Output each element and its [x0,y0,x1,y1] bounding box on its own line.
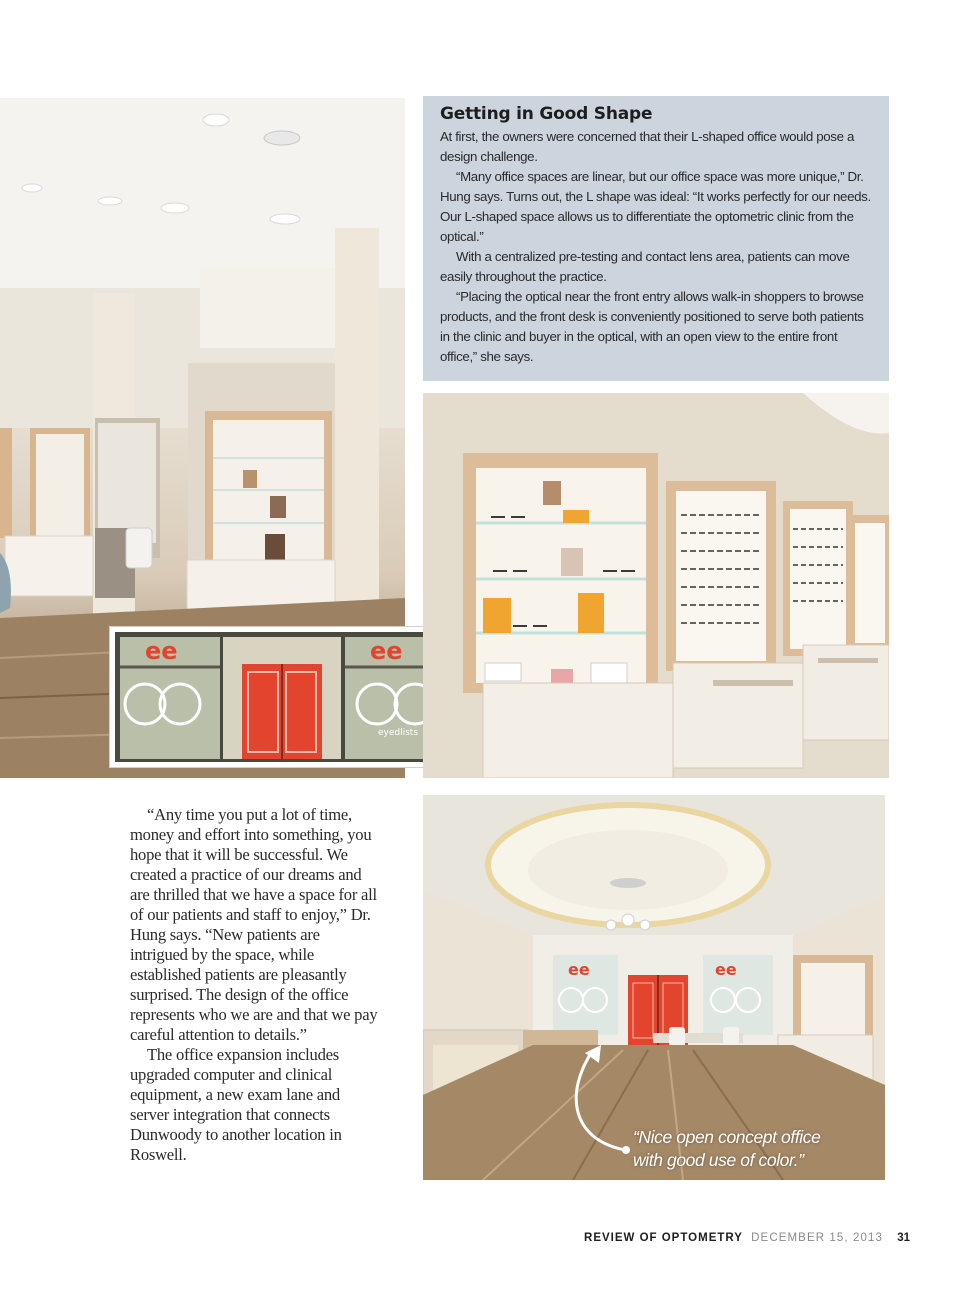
body-paragraph: The office expansion includes upgraded computer and clinical equipment, a new exam lane and server integration that connects Dunwoody to another location in Roswell. [130,1045,342,1164]
sidebar-title: Getting in Good Shape [440,104,653,124]
photo-quote: “Nice open concept office with good use of color.” [633,1127,821,1170]
page-footer [584,1232,910,1244]
issue-date: DECEMBER 15, 2013 [751,1232,883,1244]
storefront-photo [110,627,457,767]
sidebar-box [423,96,889,381]
article-body [130,805,380,1165]
frame-display-photo [423,393,889,778]
svg-text:ee: ee [715,960,737,979]
svg-text:ee: ee [568,960,590,979]
page-number: 31 [897,1232,910,1244]
sidebar-paragraph: “Placing the optical near the front entry allows walk-in shoppers to browse products, and the front desk is conveniently positioned to serve both patients in the clinic and buyer in the optical, with an open view to the entire front office,” she says. [440,289,864,364]
storefront-sign: eyedlists [378,728,419,738]
sidebar-paragraph: At first, the owners were concerned that their L-shaped office would pose a design challenge. [440,129,855,164]
sidebar-paragraph: With a centralized pre-testing and contact lens area, patients can move easily throughout the practice. [440,249,850,284]
sidebar-paragraph: “Many office spaces are linear, but our office space was more unique,” Dr. Hung says. Turns out, the L shape was ideal: “It works perfectly for our needs. Our L-shaped space allows us to differentiate the optometric clinic from the optical.” [440,169,871,244]
open-concept-photo [423,795,885,1180]
publication-name: REVIEW OF OPTOMETRY [584,1232,743,1244]
svg-text:ee: ee [145,637,178,665]
svg-text:ee: ee [370,637,403,665]
body-paragraph: “Any time you put a lot of time, money and effort into something, you hope that it will be successful. We created a practice of our dreams and are thrilled that we have a space for all of our patients and staff to enjoy,” Dr. Hung says. “New patients are intrigued by the space, while established patients are pleasantly surprised. The design of the office represents who we are and that we pay careful attention to details.” [130,805,378,1044]
